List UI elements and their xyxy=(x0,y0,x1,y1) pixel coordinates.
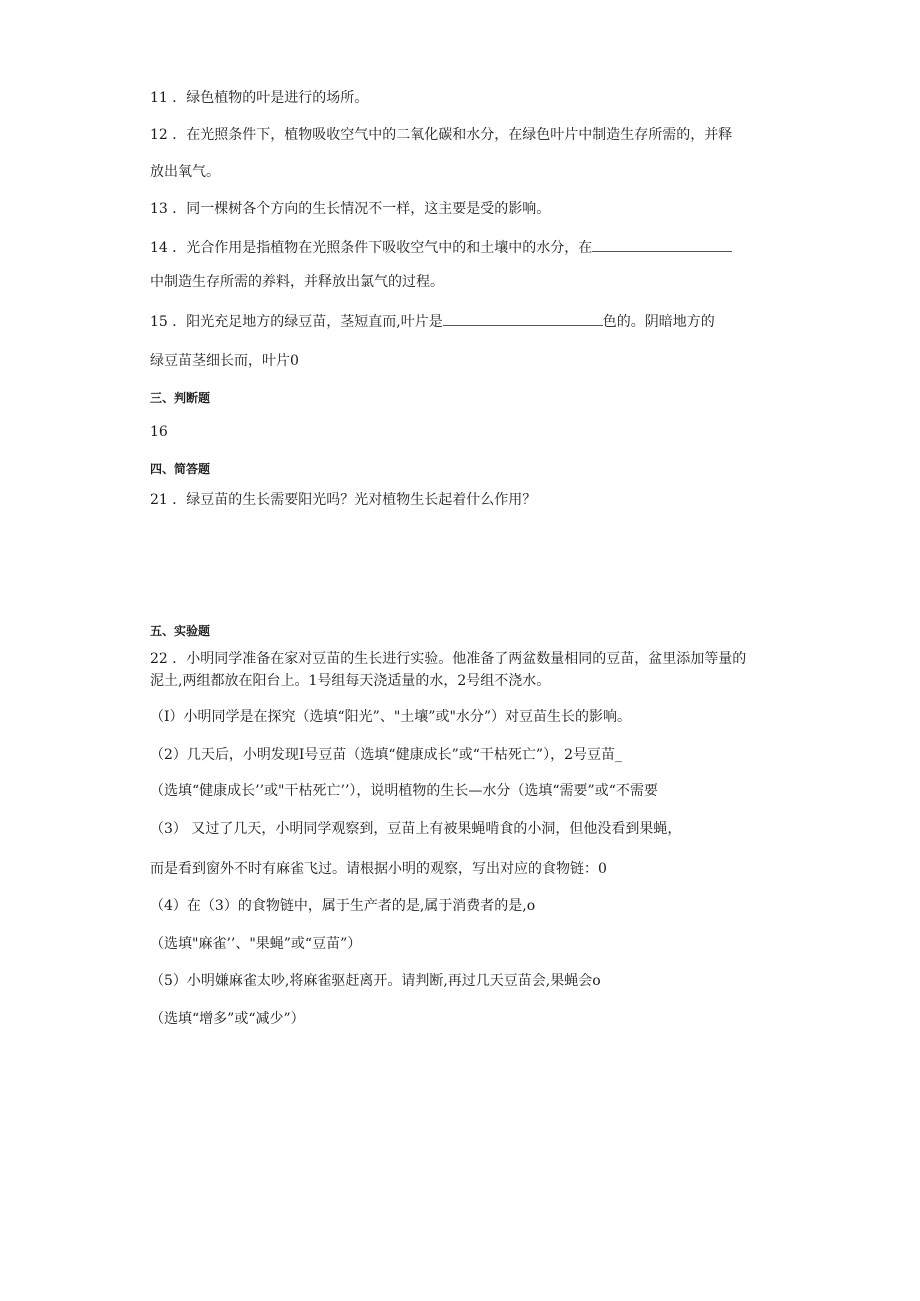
question-16: 16 xyxy=(150,424,168,440)
question-12-line-1: 12 ．在光照条件下，植物吸收空气中的二氧化碳和水分，在绿色叶片中制造生存所需的，并释 xyxy=(150,127,733,143)
question-22-line-1: 22 ．小明同学准备在家对豆苗的生长进行实验。他准备了两盆数量相同的豆苗，盆里添加等量的 xyxy=(150,651,747,667)
sub-question-4-line-2: （选填"麻雀’’、"果蝇”或“豆苗”） xyxy=(150,936,362,952)
question-22-line-2: 泥土,两组都放在阳台上。1号组每天浇适量的水，2号组不浇水。 xyxy=(150,673,551,689)
question-15-line-2: 绿豆苗茎细长而，叶片0 xyxy=(150,353,299,369)
sub-question-2-line-2: （选填“健康成长’’或"干枯死亡’’），说明植物的生长—水分（选填“需要”或“不需要 xyxy=(150,783,658,799)
sub-question-2-line-1: （2）几天后，小明发现I号豆苗（选填“健康成长”或“干枯死亡”），2号豆苗_ xyxy=(150,747,622,763)
sub-question-5-line-2: （选填“增多”或“减少”） xyxy=(150,1011,305,1027)
question-13: 13 ．同一棵树各个方向的生长情况不一样，这主要是受的影响。 xyxy=(150,201,551,217)
section-heading-judgement: 三、判断题 xyxy=(150,391,211,405)
answer-blank[interactable] xyxy=(443,311,603,326)
sub-question-3-line-1: （3） 又过了几天，小明同学观察到，豆苗上有被果蝇啃食的小洞，但他没看到果蝇， xyxy=(150,821,682,837)
question-15-text-tail: 色的。阴暗地方的 xyxy=(602,314,715,330)
question-21: 21 ．绿豆苗的生长需要阳光吗？光对植物生长起着什么作用？ xyxy=(150,492,537,508)
sub-question-4-line-1: （4）在（3）的食物链中，属于生产者的是,属于消费者的是,o xyxy=(150,898,536,914)
section-heading-experiment: 五、实验题 xyxy=(150,624,211,638)
question-14-line-2: 中制造生存所需的养料，并释放出氯气的过程。 xyxy=(150,274,444,290)
question-11: 11 ．绿色植物的叶是进行的场所。 xyxy=(150,90,369,106)
question-14-text: 14 ．光合作用是指植物在光照条件下吸收空气中的和土壤中的水分，在 xyxy=(150,240,593,256)
question-15-line-1 xyxy=(150,311,715,331)
section-heading-short-answer: 四、简答题 xyxy=(150,462,211,476)
sub-question-5-line-1: （5）小明嫌麻雀太吵,将麻雀驱赶离开。请判断,再过几天豆苗会,果蝇会o xyxy=(150,973,601,989)
sub-question-1: （I）小明同学是在探究（选填“阳光”、"土壤”或"水分”）对豆苗生长的影响。 xyxy=(150,709,632,725)
question-15-text: 15 ．阳光充足地方的绿豆苗，茎短直而,叶片是 xyxy=(150,314,443,330)
question-14-line-1 xyxy=(150,237,732,257)
sub-question-3-line-2: 而是看到窗外不时有麻雀飞过。请根据小明的观察，写出对应的食物链：0 xyxy=(150,861,607,877)
answer-blank[interactable] xyxy=(592,237,732,252)
question-12-line-2: 放出氧气。 xyxy=(150,164,220,180)
